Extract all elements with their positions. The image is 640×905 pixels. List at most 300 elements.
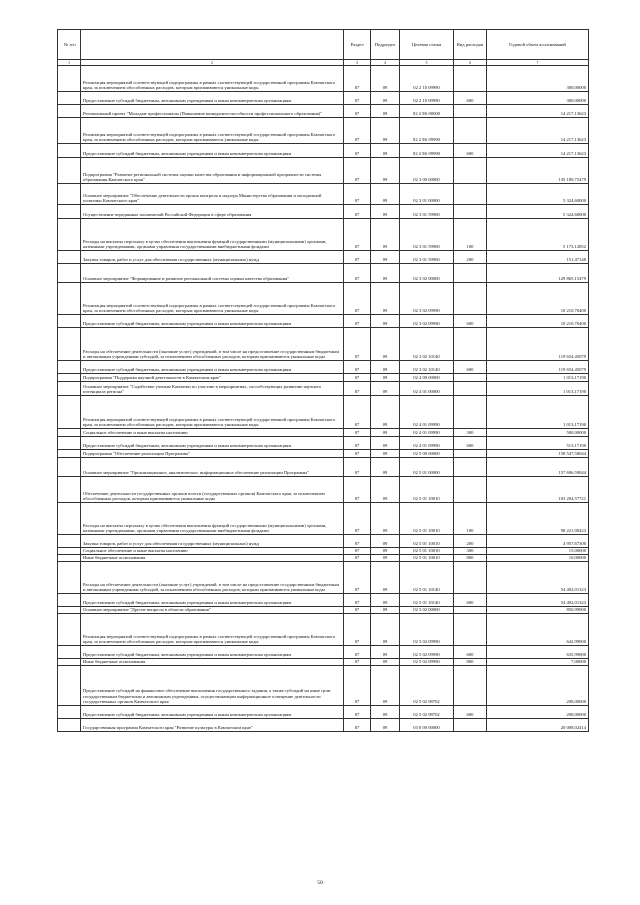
row-section-cell: 07 xyxy=(344,607,371,614)
row-article-cell: 02 3 02 10140 xyxy=(400,328,454,361)
row-volume-cell: 14 217,13623 xyxy=(487,105,589,118)
row-subsection-cell: 09 xyxy=(371,666,400,706)
row-article-cell: 02 4 01 09990 xyxy=(400,429,454,437)
row-article-cell: 02 5 01 10010 xyxy=(400,555,454,562)
row-article-cell: 02 5 01 10010 xyxy=(400,535,454,548)
row-section-cell: 07 xyxy=(344,548,371,555)
row-subsection-cell: 09 xyxy=(371,264,400,283)
row-expense-type-cell xyxy=(454,118,487,144)
row-name-cell: Социальное обеспечение и иные выплаты населению xyxy=(81,429,344,437)
row-article-cell: 02 5 01 10010 xyxy=(400,548,454,555)
row-volume-cell: 4 957,67300 xyxy=(487,535,589,548)
row-volume-cell: 20 008,02414 xyxy=(487,719,589,732)
row-num-cell xyxy=(58,614,81,646)
table-row xyxy=(58,396,589,429)
row-num-cell xyxy=(58,458,81,477)
row-num-cell xyxy=(58,158,81,184)
row-expense-type-cell: 200 xyxy=(454,251,487,264)
row-article-cell: 02 3 01 59900 xyxy=(400,251,454,264)
row-subsection-cell: 09 xyxy=(371,594,400,607)
row-expense-type-cell xyxy=(454,458,487,477)
row-volume-cell: 98 221,90423 xyxy=(487,503,589,535)
row-article-cell: 02 5 02 09990 xyxy=(400,659,454,666)
row-subsection-cell: 09 xyxy=(371,144,400,158)
row-expense-type-cell: 600 xyxy=(454,646,487,659)
table-row xyxy=(58,328,589,361)
table-row xyxy=(58,562,589,594)
row-subsection-cell: 09 xyxy=(371,719,400,732)
row-expense-type-cell xyxy=(454,264,487,283)
row-name-cell: Расходы на выплаты персоналу в целях обеспечения выполнения функций государственными (муниципальными) органами, казенными учреждениями, органами управления государственными внебюджетными фондами xyxy=(81,219,344,251)
row-subsection-cell: 09 xyxy=(371,315,400,328)
row-expense-type-cell: 300 xyxy=(454,429,487,437)
row-section-cell: 07 xyxy=(344,315,371,328)
row-subsection-cell: 09 xyxy=(371,477,400,503)
row-num-cell xyxy=(58,283,81,315)
table-row xyxy=(58,66,589,92)
row-num-cell xyxy=(58,477,81,503)
row-subsection-cell: 09 xyxy=(371,251,400,264)
table-row xyxy=(58,264,589,283)
table-row xyxy=(58,458,589,477)
table-row xyxy=(58,361,589,374)
row-section-cell: 07 xyxy=(344,562,371,594)
row-expense-type-cell: 600 xyxy=(454,361,487,374)
row-volume-cell: 151,47148 xyxy=(487,251,589,264)
column-number: 2 xyxy=(81,60,344,66)
row-article-cell: 02 2 E6 09990 xyxy=(400,144,454,158)
row-expense-type-cell xyxy=(454,374,487,382)
row-volume-cell: 1 013,17190 xyxy=(487,382,589,396)
row-volume-cell: 5 324,60000 xyxy=(487,184,589,205)
row-expense-type-cell xyxy=(454,477,487,503)
column-number: 6 xyxy=(454,60,487,66)
header-section: Раздел xyxy=(344,30,371,60)
row-expense-type-cell xyxy=(454,184,487,205)
row-name-cell: Реализация мероприятий соответствующей подпрограммы в рамках соответствующей государственной программы Камчатского края, за исключением обособленных расходов, которым присваиваются уникальные коды xyxy=(81,66,344,92)
table-row xyxy=(58,659,589,666)
header-subsection: Подраздел xyxy=(371,30,400,60)
row-section-cell: 07 xyxy=(344,477,371,503)
row-name-cell: Предоставление субсидий бюджетным, автономным учреждениям и иным некоммерческим организациям xyxy=(81,361,344,374)
table-row xyxy=(58,666,589,706)
table-row xyxy=(58,450,589,458)
row-volume-cell: 14 217,13623 xyxy=(487,118,589,144)
row-volume-cell: 5 173,12852 xyxy=(487,219,589,251)
row-section-cell: 07 xyxy=(344,437,371,450)
row-num-cell xyxy=(58,205,81,219)
row-name-cell: Предоставление субсидий бюджетным, автономным учреждениям и иным некоммерческим организациям xyxy=(81,92,344,105)
row-name-cell: Обеспечение деятельности государственных органов власти (государственных органов) Камчатского края, за исключением обособленных расходов, которым присваиваются уникальные коды xyxy=(81,477,344,503)
row-section-cell: 07 xyxy=(344,219,371,251)
budget-table xyxy=(57,29,589,732)
table-row xyxy=(58,158,589,184)
row-subsection-cell: 09 xyxy=(371,548,400,555)
table-row xyxy=(58,251,589,264)
row-volume-cell: 500,00000 xyxy=(487,429,589,437)
row-subsection-cell: 09 xyxy=(371,158,400,184)
row-volume-cell: 54 492,01323 xyxy=(487,594,589,607)
table-row xyxy=(58,429,589,437)
row-expense-type-cell: 600 xyxy=(454,92,487,105)
table-row xyxy=(58,719,589,732)
row-volume-cell: 850,99000 xyxy=(487,607,589,614)
row-section-cell: 07 xyxy=(344,666,371,706)
table-row xyxy=(58,315,589,328)
row-name-cell: Основное мероприятие "Формирование и развитие региональной системы оценки качества образования" xyxy=(81,264,344,283)
table-row xyxy=(58,437,589,450)
table-row xyxy=(58,503,589,535)
row-name-cell: Государственная программа Камчатского края "Развитие культуры в Камчатском крае" xyxy=(81,719,344,732)
row-volume-cell: 1 013,17190 xyxy=(487,396,589,429)
row-subsection-cell: 09 xyxy=(371,66,400,92)
column-number: 5 xyxy=(400,60,454,66)
row-expense-type-cell xyxy=(454,66,487,92)
row-section-cell: 07 xyxy=(344,503,371,535)
row-name-cell: Закупка товаров, работ и услуг для обеспечения государственных (муниципальных) нужд xyxy=(81,251,344,264)
table-row xyxy=(58,205,589,219)
row-article-cell: 02 5 01 00000 xyxy=(400,458,454,477)
row-subsection-cell: 09 xyxy=(371,555,400,562)
table-row xyxy=(58,614,589,646)
row-num-cell xyxy=(58,555,81,562)
row-section-cell: 07 xyxy=(344,429,371,437)
row-volume-cell: 300,00000 xyxy=(487,92,589,105)
row-volume-cell: 7,00000 xyxy=(487,659,589,666)
row-article-cell: 02 3 01 59900 xyxy=(400,205,454,219)
row-volume-cell: 14 217,13623 xyxy=(487,144,589,158)
row-name-cell: Социальное обеспечение и иные выплаты населению xyxy=(81,548,344,555)
row-subsection-cell: 09 xyxy=(371,219,400,251)
row-expense-type-cell xyxy=(454,562,487,594)
row-article-cell: 02 4 01 09990 xyxy=(400,396,454,429)
row-expense-type-cell: 600 xyxy=(454,144,487,158)
row-num-cell xyxy=(58,562,81,594)
row-article-cell: 02 5 02 09990 xyxy=(400,614,454,646)
row-num-cell xyxy=(58,361,81,374)
row-subsection-cell: 09 xyxy=(371,450,400,458)
row-num-cell xyxy=(58,607,81,614)
row-name-cell: Реализация мероприятий соответствующей подпрограммы в рамках соответствующей государственной программы Камчатского края, за исключением обособленных расходов, которым присваиваются уникальные коды xyxy=(81,118,344,144)
row-subsection-cell: 09 xyxy=(371,706,400,719)
row-subsection-cell: 09 xyxy=(371,328,400,361)
row-section-cell: 07 xyxy=(344,706,371,719)
row-expense-type-cell: 600 xyxy=(454,315,487,328)
row-article-cell: 02 2 E6 00000 xyxy=(400,105,454,118)
row-num-cell xyxy=(58,437,81,450)
row-article-cell: 02 2 E6 09990 xyxy=(400,118,454,144)
row-article-cell: 02 3 01 00000 xyxy=(400,184,454,205)
table-row xyxy=(58,594,589,607)
row-name-cell: Предоставление субсидий бюджетным, автономным учреждениям и иным некоммерческим организациям xyxy=(81,315,344,328)
header-volume: Годовой объем ассигнований xyxy=(487,30,589,60)
row-num-cell xyxy=(58,535,81,548)
row-name-cell: Подпрограмма "Развитие региональной системы оценки качества образования и информационной прозрачности системы образования Камчатского края" xyxy=(81,158,344,184)
row-num-cell xyxy=(58,719,81,732)
row-subsection-cell: 09 xyxy=(371,374,400,382)
row-volume-cell: 54 492,01323 xyxy=(487,562,589,594)
page-number: 50 xyxy=(317,880,323,886)
row-name-cell: Предоставление субсидий бюджетным, автономным учреждениям и иным некоммерческим организациям xyxy=(81,437,344,450)
row-expense-type-cell: 800 xyxy=(454,659,487,666)
row-article-cell: 02 3 02 09990 xyxy=(400,283,454,315)
row-name-cell: Расходы на обеспечение деятельности (оказание услуг) учреждений, в том числе на предоставление государственным бюджетным и автономным учреждениям субсидий, за исключением обособленных расходов, которым присваиваются уникальные коды xyxy=(81,328,344,361)
row-num-cell xyxy=(58,219,81,251)
row-section-cell: 07 xyxy=(344,535,371,548)
row-volume-cell: 10 210,70400 xyxy=(487,315,589,328)
row-name-cell: Подпрограмма "Обеспечение реализации Программы" xyxy=(81,450,344,458)
row-num-cell xyxy=(58,706,81,719)
table-row xyxy=(58,646,589,659)
row-num-cell xyxy=(58,503,81,535)
row-name-cell: Основное мероприятие "Содействие ученым Камчатки по участию в мероприятиях, способствующих развитию научного потенциала региона" xyxy=(81,382,344,396)
row-subsection-cell: 09 xyxy=(371,118,400,144)
table-row xyxy=(58,283,589,315)
row-subsection-cell: 09 xyxy=(371,382,400,396)
row-volume-cell: 208,00000 xyxy=(487,666,589,706)
row-section-cell: 07 xyxy=(344,374,371,382)
row-volume-cell: 103 204,57721 xyxy=(487,477,589,503)
row-volume-cell: 208,00000 xyxy=(487,706,589,719)
row-name-cell: Осуществление переданных полномочий Российской Федерации в сфере образования xyxy=(81,205,344,219)
row-subsection-cell: 09 xyxy=(371,184,400,205)
row-expense-type-cell: 100 xyxy=(454,219,487,251)
row-subsection-cell: 09 xyxy=(371,607,400,614)
row-expense-type-cell: 600 xyxy=(454,706,487,719)
row-name-cell: Расходы на выплаты персоналу в целях обеспечения выполнения функций государственными (муниципальными) органами, казенными учреждениями, органами управления государственными внебюджетными фондами xyxy=(81,503,344,535)
row-num-cell xyxy=(58,315,81,328)
row-volume-cell: 642,99000 xyxy=(487,614,589,646)
row-section-cell: 07 xyxy=(344,251,371,264)
row-article-cell: 02 5 02 98702 xyxy=(400,706,454,719)
row-expense-type-cell xyxy=(454,719,487,732)
row-subsection-cell: 09 xyxy=(371,562,400,594)
row-name-cell: Основное мероприятие "Другие вопросы в области образования" xyxy=(81,607,344,614)
row-expense-type-cell: 200 xyxy=(454,535,487,548)
row-expense-type-cell xyxy=(454,283,487,315)
table-row xyxy=(58,219,589,251)
table-row xyxy=(58,555,589,562)
row-num-cell xyxy=(58,450,81,458)
header-article: Целевая статья xyxy=(400,30,454,60)
row-num-cell xyxy=(58,548,81,555)
budget-sheet xyxy=(57,29,588,732)
row-article-cell: 02 3 02 09990 xyxy=(400,315,454,328)
row-section-cell: 07 xyxy=(344,614,371,646)
row-expense-type-cell xyxy=(454,158,487,184)
row-name-cell: Подпрограмма "Поддержка научной деятельности в Камчатском крае" xyxy=(81,374,344,382)
row-subsection-cell: 09 xyxy=(371,535,400,548)
row-expense-type-cell xyxy=(454,614,487,646)
row-section-cell: 07 xyxy=(344,450,371,458)
row-num-cell xyxy=(58,382,81,396)
row-article-cell: 02 5 02 09990 xyxy=(400,646,454,659)
row-volume-cell: 119 654,45079 xyxy=(487,361,589,374)
row-volume-cell: 119 654,45079 xyxy=(487,328,589,361)
row-num-cell xyxy=(58,251,81,264)
row-article-cell: 02 4 00 00000 xyxy=(400,374,454,382)
row-expense-type-cell: 800 xyxy=(454,555,487,562)
row-section-cell: 07 xyxy=(344,205,371,219)
row-subsection-cell: 09 xyxy=(371,429,400,437)
row-num-cell xyxy=(58,659,81,666)
row-name-cell: Закупка товаров, работ и услуг для обеспечения государственных (муниципальных) нужд xyxy=(81,535,344,548)
row-name-cell: Реализация мероприятий соответствующей подпрограммы в рамках соответствующей государственной программы Камчатского края, за исключением обособленных расходов, которым присваиваются уникальные коды xyxy=(81,396,344,429)
column-number: 7 xyxy=(487,60,589,66)
row-section-cell: 07 xyxy=(344,555,371,562)
row-section-cell: 07 xyxy=(344,396,371,429)
header-name xyxy=(81,30,344,60)
row-name-cell: Основное мероприятие "Обеспечение деятельности органа контроля и надзора Министерства образования и молодежной политики Камчатского края" xyxy=(81,184,344,205)
row-name-cell: Предоставление субсидий бюджетным, автономным учреждениям и иным некоммерческим организациям xyxy=(81,706,344,719)
table-row xyxy=(58,535,589,548)
row-name-cell: Предоставление субсидий на финансовое обеспечение выполнения государственного задания, а также субсидий на иные цели государственным бюджетным и автономным учреждениям, осуществляющим информационное освещение деятельности государственных органов Камчатского края xyxy=(81,666,344,706)
row-subsection-cell: 09 xyxy=(371,92,400,105)
row-article-cell: 02 3 00 00000 xyxy=(400,158,454,184)
row-subsection-cell: 09 xyxy=(371,105,400,118)
row-name-cell: Иные бюджетные ассигнования xyxy=(81,555,344,562)
row-subsection-cell: 09 xyxy=(371,503,400,535)
row-expense-type-cell: 300 xyxy=(454,548,487,555)
row-article-cell: 02 2 10 09990 xyxy=(400,66,454,92)
row-article-cell: 02 3 02 10140 xyxy=(400,361,454,374)
row-article-cell: 02 5 01 10140 xyxy=(400,562,454,594)
table-row xyxy=(58,144,589,158)
row-name-cell: Основное мероприятие "Организационное, аналитическое, информационное обеспечение реализации Программы" xyxy=(81,458,344,477)
row-section-cell: 07 xyxy=(344,646,371,659)
table-row xyxy=(58,105,589,118)
row-name-cell: Реализация мероприятий соответствующей подпрограммы в рамках соответствующей государственной программы Камчатского края, за исключением обособленных расходов, которым присваиваются уникальные коды xyxy=(81,283,344,315)
table-row xyxy=(58,607,589,614)
row-volume-cell: 5 324,60000 xyxy=(487,205,589,219)
row-article-cell: 02 5 01 10140 xyxy=(400,594,454,607)
column-number: 3 xyxy=(344,60,371,66)
row-num-cell xyxy=(58,594,81,607)
row-section-cell: 07 xyxy=(344,382,371,396)
row-section-cell: 07 xyxy=(344,361,371,374)
table-row xyxy=(58,118,589,144)
row-num-cell xyxy=(58,66,81,92)
column-number: 1 xyxy=(58,60,81,66)
row-expense-type-cell xyxy=(454,205,487,219)
row-name-cell: Расходы на обеспечение деятельности (оказание услуг) учреждений, в том числе на предоставление государственным бюджетным и автономным учреждениям субсидий, за исключением обособленных расходов, которым присваиваются уникальные коды xyxy=(81,562,344,594)
row-subsection-cell: 09 xyxy=(371,646,400,659)
row-volume-cell: 135 189,75479 xyxy=(487,158,589,184)
row-num-cell xyxy=(58,396,81,429)
row-article-cell: 02 4 01 00000 xyxy=(400,382,454,396)
row-volume-cell: 129 865,15479 xyxy=(487,264,589,283)
row-article-cell: 02 2 10 09990 xyxy=(400,92,454,105)
row-section-cell: 07 xyxy=(344,458,371,477)
table-body xyxy=(58,66,589,732)
row-expense-type-cell xyxy=(454,105,487,118)
row-section-cell: 07 xyxy=(344,184,371,205)
row-subsection-cell: 09 xyxy=(371,205,400,219)
row-article-cell: 02 4 01 09990 xyxy=(400,437,454,450)
row-section-cell: 07 xyxy=(344,144,371,158)
row-num-cell xyxy=(58,646,81,659)
table-row xyxy=(58,548,589,555)
row-expense-type-cell: 600 xyxy=(454,437,487,450)
row-subsection-cell: 09 xyxy=(371,396,400,429)
row-article-cell: 03 0 00 00000 xyxy=(400,719,454,732)
header-expense-type: Вид расходов xyxy=(454,30,487,60)
row-volume-cell: 158 547,58044 xyxy=(487,450,589,458)
row-num-cell xyxy=(58,328,81,361)
table-row xyxy=(58,374,589,382)
row-num-cell xyxy=(58,184,81,205)
row-section-cell: 07 xyxy=(344,328,371,361)
row-num-cell xyxy=(58,264,81,283)
row-name-cell: Предоставление субсидий бюджетным, автономным учреждениям и иным некоммерческим организациям xyxy=(81,646,344,659)
row-num-cell xyxy=(58,105,81,118)
row-expense-type-cell xyxy=(454,607,487,614)
row-volume-cell: 10,00000 xyxy=(487,555,589,562)
row-volume-cell: 157 696,59044 xyxy=(487,458,589,477)
row-subsection-cell: 09 xyxy=(371,458,400,477)
row-article-cell: 02 5 02 00000 xyxy=(400,607,454,614)
row-expense-type-cell: 600 xyxy=(454,594,487,607)
row-section-cell: 07 xyxy=(344,158,371,184)
row-subsection-cell: 09 xyxy=(371,437,400,450)
row-name-cell: Предоставление субсидий бюджетным, автономным учреждениям и иным некоммерческим организациям xyxy=(81,594,344,607)
row-section-cell: 07 xyxy=(344,66,371,92)
row-expense-type-cell xyxy=(454,450,487,458)
row-subsection-cell: 09 xyxy=(371,614,400,646)
row-name-cell: Предоставление субсидий бюджетным, автономным учреждениям и иным некоммерческим организациям xyxy=(81,144,344,158)
row-article-cell: 02 5 01 10010 xyxy=(400,503,454,535)
row-expense-type-cell xyxy=(454,328,487,361)
row-expense-type-cell xyxy=(454,666,487,706)
row-section-cell: 07 xyxy=(344,594,371,607)
row-article-cell: 02 5 00 00000 xyxy=(400,450,454,458)
row-num-cell xyxy=(58,144,81,158)
row-volume-cell: 1 013,17190 xyxy=(487,374,589,382)
row-section-cell: 07 xyxy=(344,283,371,315)
header-row xyxy=(58,30,589,60)
row-section-cell: 07 xyxy=(344,105,371,118)
row-article-cell: 02 5 02 98702 xyxy=(400,666,454,706)
row-expense-type-cell xyxy=(454,396,487,429)
row-num-cell xyxy=(58,118,81,144)
row-subsection-cell: 09 xyxy=(371,283,400,315)
column-number: 4 xyxy=(371,60,400,66)
row-name-cell: Региональный проект "Молодые профессионалы (Повышение конкурентоспособности профессионального образования)" xyxy=(81,105,344,118)
row-num-cell xyxy=(58,374,81,382)
table-row xyxy=(58,477,589,503)
row-expense-type-cell: 100 xyxy=(454,503,487,535)
row-volume-cell: 300,00000 xyxy=(487,66,589,92)
row-volume-cell: 10 210,70400 xyxy=(487,283,589,315)
row-section-cell: 07 xyxy=(344,92,371,105)
row-volume-cell: 635,99000 xyxy=(487,646,589,659)
row-num-cell xyxy=(58,429,81,437)
row-article-cell: 02 5 01 10010 xyxy=(400,477,454,503)
header-num: № п/п xyxy=(58,30,81,60)
table-row xyxy=(58,184,589,205)
row-volume-cell: 15,00000 xyxy=(487,548,589,555)
row-name-cell: Иные бюджетные ассигнования xyxy=(81,659,344,666)
table-row xyxy=(58,92,589,105)
row-num-cell xyxy=(58,666,81,706)
row-section-cell: 07 xyxy=(344,264,371,283)
row-subsection-cell: 09 xyxy=(371,659,400,666)
row-expense-type-cell xyxy=(454,382,487,396)
row-section-cell: 07 xyxy=(344,659,371,666)
table-row xyxy=(58,382,589,396)
row-article-cell: 02 3 01 59900 xyxy=(400,219,454,251)
row-num-cell xyxy=(58,92,81,105)
